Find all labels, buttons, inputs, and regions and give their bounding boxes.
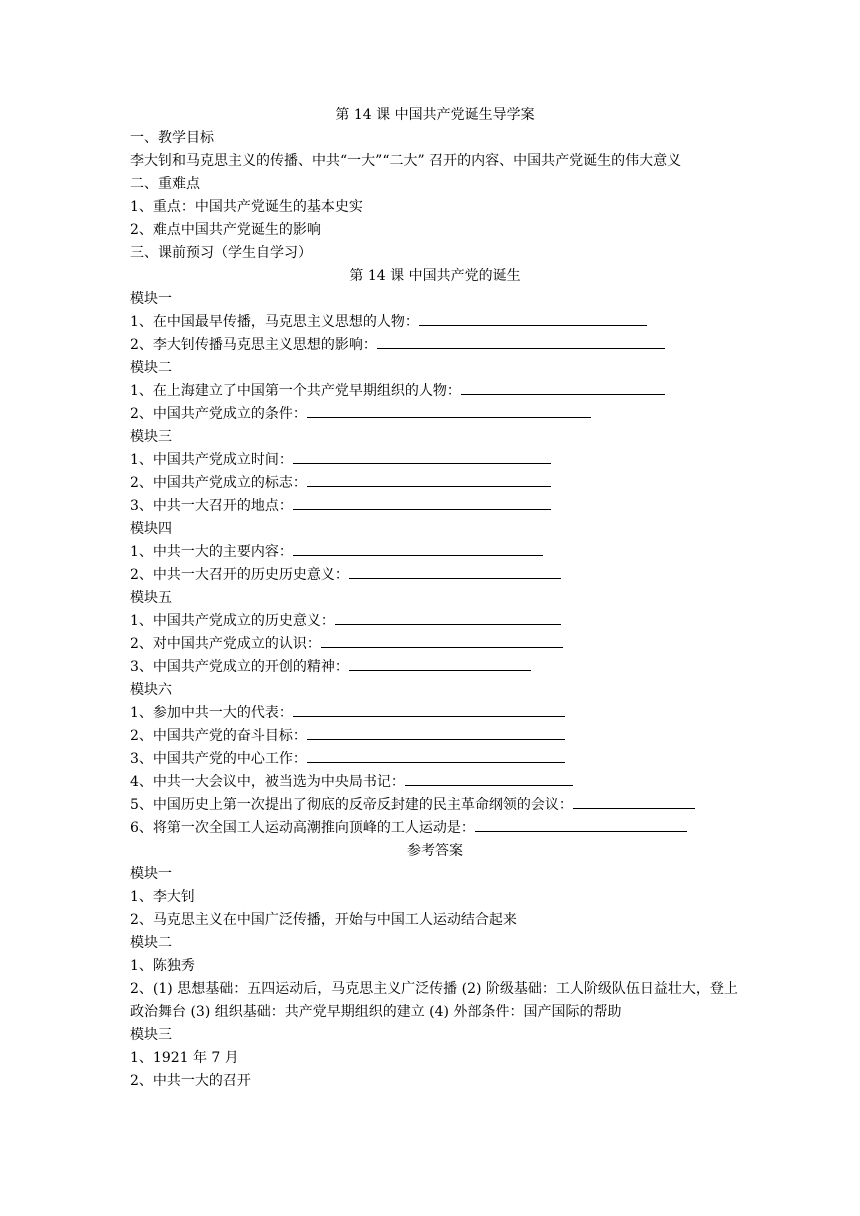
answer-blank[interactable] bbox=[293, 495, 551, 510]
module-title: 模块五 bbox=[130, 590, 172, 606]
key-point-item: 2、难点中国共产党诞生的影响 bbox=[130, 222, 321, 238]
question-text: 3、中国共产党的中心工作： bbox=[130, 751, 307, 767]
question-item bbox=[130, 380, 740, 403]
question-text: 2、中国共产党成立的标志： bbox=[130, 475, 307, 491]
question-text: 6、将第一次全国工人运动高潮推向顶峰的工人运动是： bbox=[130, 820, 475, 836]
question-text: 1、在上海建立了中国第一个共产党早期组织的人物： bbox=[130, 383, 461, 399]
question-text: 1、在中国最早传播，马克思主义思想的人物： bbox=[130, 314, 419, 330]
question-item bbox=[130, 633, 740, 656]
answer-blank[interactable] bbox=[293, 702, 565, 717]
answer-blank[interactable] bbox=[349, 564, 561, 579]
answer-item: 1、1921 年 7 月 bbox=[130, 1050, 239, 1066]
question-item bbox=[130, 771, 740, 794]
module-title: 模块一 bbox=[130, 291, 172, 307]
page-title: 第 14 课 中国共产党诞生导学案 bbox=[335, 107, 535, 123]
question-text: 2、对中国共产党成立的认识： bbox=[130, 636, 321, 652]
question-item bbox=[130, 656, 740, 679]
document-page bbox=[130, 104, 740, 1093]
answer-blank[interactable] bbox=[307, 748, 565, 763]
question-item bbox=[130, 748, 740, 771]
answer-blank[interactable] bbox=[419, 311, 647, 326]
question-text: 2、中国共产党成立的条件： bbox=[130, 406, 307, 422]
answer-blank[interactable] bbox=[573, 794, 695, 809]
answers-heading: 参考答案 bbox=[407, 843, 463, 859]
question-text: 3、中国共产党成立的开创的精神： bbox=[130, 659, 349, 675]
answer-blank[interactable] bbox=[307, 725, 565, 740]
question-text: 5、中国历史上第一次提出了彻底的反帝反封建的民主革命纲领的会议： bbox=[130, 797, 573, 813]
answer-item: 1、李大钊 bbox=[130, 889, 195, 905]
answer-module-title: 模块三 bbox=[130, 1027, 172, 1043]
section-heading-objectives: 一、教学目标 bbox=[130, 130, 214, 146]
question-item bbox=[130, 495, 740, 518]
answer-blank[interactable] bbox=[475, 817, 687, 832]
answer-item: 2、马克思主义在中国广泛传播，开始与中国工人运动结合起来 bbox=[130, 912, 517, 928]
answer-blank[interactable] bbox=[405, 771, 573, 786]
question-text: 1、中国共产党成立时间： bbox=[130, 452, 293, 468]
module-title: 模块三 bbox=[130, 429, 172, 445]
answer-blank[interactable] bbox=[377, 334, 665, 349]
question-text: 2、中国共产党的奋斗目标： bbox=[130, 728, 307, 744]
question-text: 4、中共一大会议中，被当选为中央局书记： bbox=[130, 774, 405, 790]
answer-item: 2、中共一大的召开 bbox=[130, 1073, 251, 1089]
answer-blank[interactable] bbox=[349, 656, 531, 671]
answer-blank[interactable] bbox=[307, 403, 591, 418]
key-point-item: 1、重点：中国共产党诞生的基本史实 bbox=[130, 199, 363, 215]
question-item bbox=[130, 472, 740, 495]
question-item bbox=[130, 610, 740, 633]
question-item bbox=[130, 541, 740, 564]
answer-blank[interactable] bbox=[335, 610, 561, 625]
module-title: 模块二 bbox=[130, 360, 172, 376]
answer-blank[interactable] bbox=[461, 380, 665, 395]
question-item bbox=[130, 403, 740, 426]
question-text: 1、中共一大的主要内容： bbox=[130, 544, 293, 560]
answer-blank[interactable] bbox=[293, 449, 551, 464]
question-item bbox=[130, 725, 740, 748]
module-title: 模块六 bbox=[130, 682, 172, 698]
question-text: 2、李大钊传播马克思主义思想的影响： bbox=[130, 337, 377, 353]
question-item bbox=[130, 449, 740, 472]
question-item bbox=[130, 311, 740, 334]
module-title: 模块四 bbox=[130, 521, 172, 537]
question-item bbox=[130, 334, 740, 357]
question-item bbox=[130, 564, 740, 587]
lesson-subtitle: 第 14 课 中国共产党的诞生 bbox=[349, 268, 521, 284]
answer-blank[interactable] bbox=[293, 541, 543, 556]
question-item bbox=[130, 794, 740, 817]
objectives-text: 李大钊和马克思主义的传播、中共“一大”“二大” 召开的内容、中国共产党诞生的伟大意义 bbox=[130, 153, 682, 169]
section-heading-key-points: 二、重难点 bbox=[130, 176, 200, 192]
question-text: 2、中共一大召开的历史历史意义： bbox=[130, 567, 349, 583]
answer-module-title: 模块一 bbox=[130, 866, 172, 882]
answer-blank[interactable] bbox=[321, 633, 563, 648]
question-item bbox=[130, 702, 740, 725]
question-text: 1、参加中共一大的代表： bbox=[130, 705, 293, 721]
answer-blank[interactable] bbox=[307, 472, 551, 487]
section-heading-preview: 三、课前预习（学生自学习） bbox=[130, 245, 312, 261]
question-text: 3、中共一大召开的地点： bbox=[130, 498, 293, 514]
answer-module-title: 模块二 bbox=[130, 935, 172, 951]
answer-item: 1、陈独秀 bbox=[130, 958, 195, 974]
question-item bbox=[130, 817, 740, 840]
question-text: 1、中国共产党成立的历史意义： bbox=[130, 613, 335, 629]
answer-item: 2、(1) 思想基础：五四运动后，马克思主义广泛传播 (2) 阶级基础：工人阶级队伍日益壮大，登上政治舞台 (3) 组织基础：共产党早期组织的建立 (4) 外部条件：国产国际的帮助 bbox=[130, 981, 738, 1020]
